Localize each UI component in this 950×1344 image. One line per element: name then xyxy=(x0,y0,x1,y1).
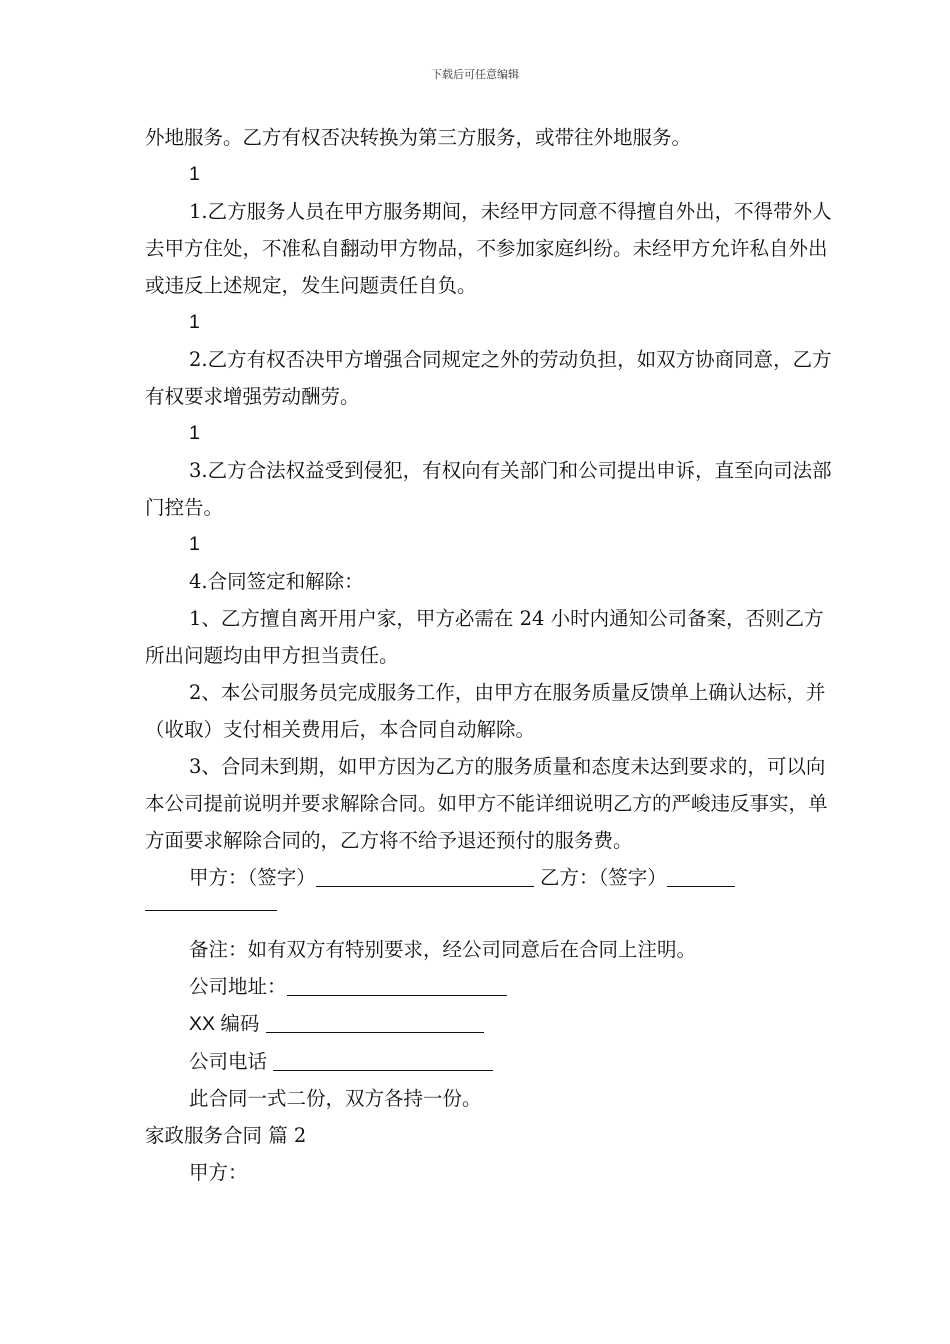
address-label: 公司地址： xyxy=(189,975,287,998)
party-b-signature-label: 乙方：（签字） xyxy=(539,866,667,889)
code-line xyxy=(145,1005,835,1043)
address-line xyxy=(145,968,835,1005)
paragraph-marker: 1 xyxy=(189,163,200,185)
signature-row xyxy=(145,859,835,896)
paragraph: 1、乙方擅自离开用户家，甲方必需在 24 小时内通知公司备案，否则乙方所出问题均由甲方担当责任。 xyxy=(145,607,824,667)
note-line: 备注：如有双方有特别要求，经公司同意后在合同上注明。 xyxy=(189,938,697,961)
page-header: 下载后可任意编辑 xyxy=(431,68,519,81)
paragraph: 1.乙方服务人员在甲方服务期间，未经甲方同意不得擅自外出，不得带外人去甲方住处，不准私自翻动甲方物品，不参加家庭纠纷。未经甲方允许私自外出或违反上述规定，发生问题责任自负。 xyxy=(145,200,832,297)
paragraph: 4.合同签定和解除： xyxy=(189,570,364,593)
document-body xyxy=(145,119,835,1191)
phone-blank xyxy=(273,1048,493,1071)
paragraph: 2、本公司服务员完成服务工作，由甲方在服务质量反馈单上确认达标，并（收取）支付相关费用后，本合同自动解除。 xyxy=(145,681,826,741)
party-a-heading: 甲方： xyxy=(189,1161,248,1184)
phone-line xyxy=(145,1043,835,1080)
party-b-signature-line xyxy=(667,864,735,887)
address-blank xyxy=(287,973,507,996)
section-title: 家政服务合同 篇 2 xyxy=(145,1124,307,1147)
paragraph: 3、合同未到期，如甲方因为乙方的服务质量和态度未达到要求的，可以向本公司提前说明并要求解除合同。如甲方不能详细说明乙方的严峻违反事实，单方面要求解除合同的，乙方将不给予退还预付的服务费。 xyxy=(145,755,828,852)
copies-line: 此合同一式二份，双方各持一份。 xyxy=(189,1087,482,1110)
paragraph: 3.乙方合法权益受到侵犯，有权向有关部门和公司提出申诉，直至向司法部门控告。 xyxy=(145,459,832,519)
code-label: XX 编码 xyxy=(189,1013,260,1035)
paragraph: 2.乙方有权否决甲方增强合同规定之外的劳动负担，如双方协商同意，乙方有权要求增强劳动酬劳。 xyxy=(145,348,832,408)
party-a-signature-label: 甲方：（签字） xyxy=(189,866,316,889)
party-b-signature-line-continued xyxy=(145,896,277,911)
paragraph-marker: 1 xyxy=(189,533,200,555)
code-blank xyxy=(266,1010,484,1033)
paragraph-marker: 1 xyxy=(189,311,200,333)
phone-label: 公司电话 xyxy=(189,1050,268,1073)
party-a-signature-line xyxy=(316,864,534,887)
paragraph-marker: 1 xyxy=(189,422,200,444)
paragraph: 外地服务。乙方有权否决转换为第三方服务，或带往外地服务。 xyxy=(145,126,692,149)
